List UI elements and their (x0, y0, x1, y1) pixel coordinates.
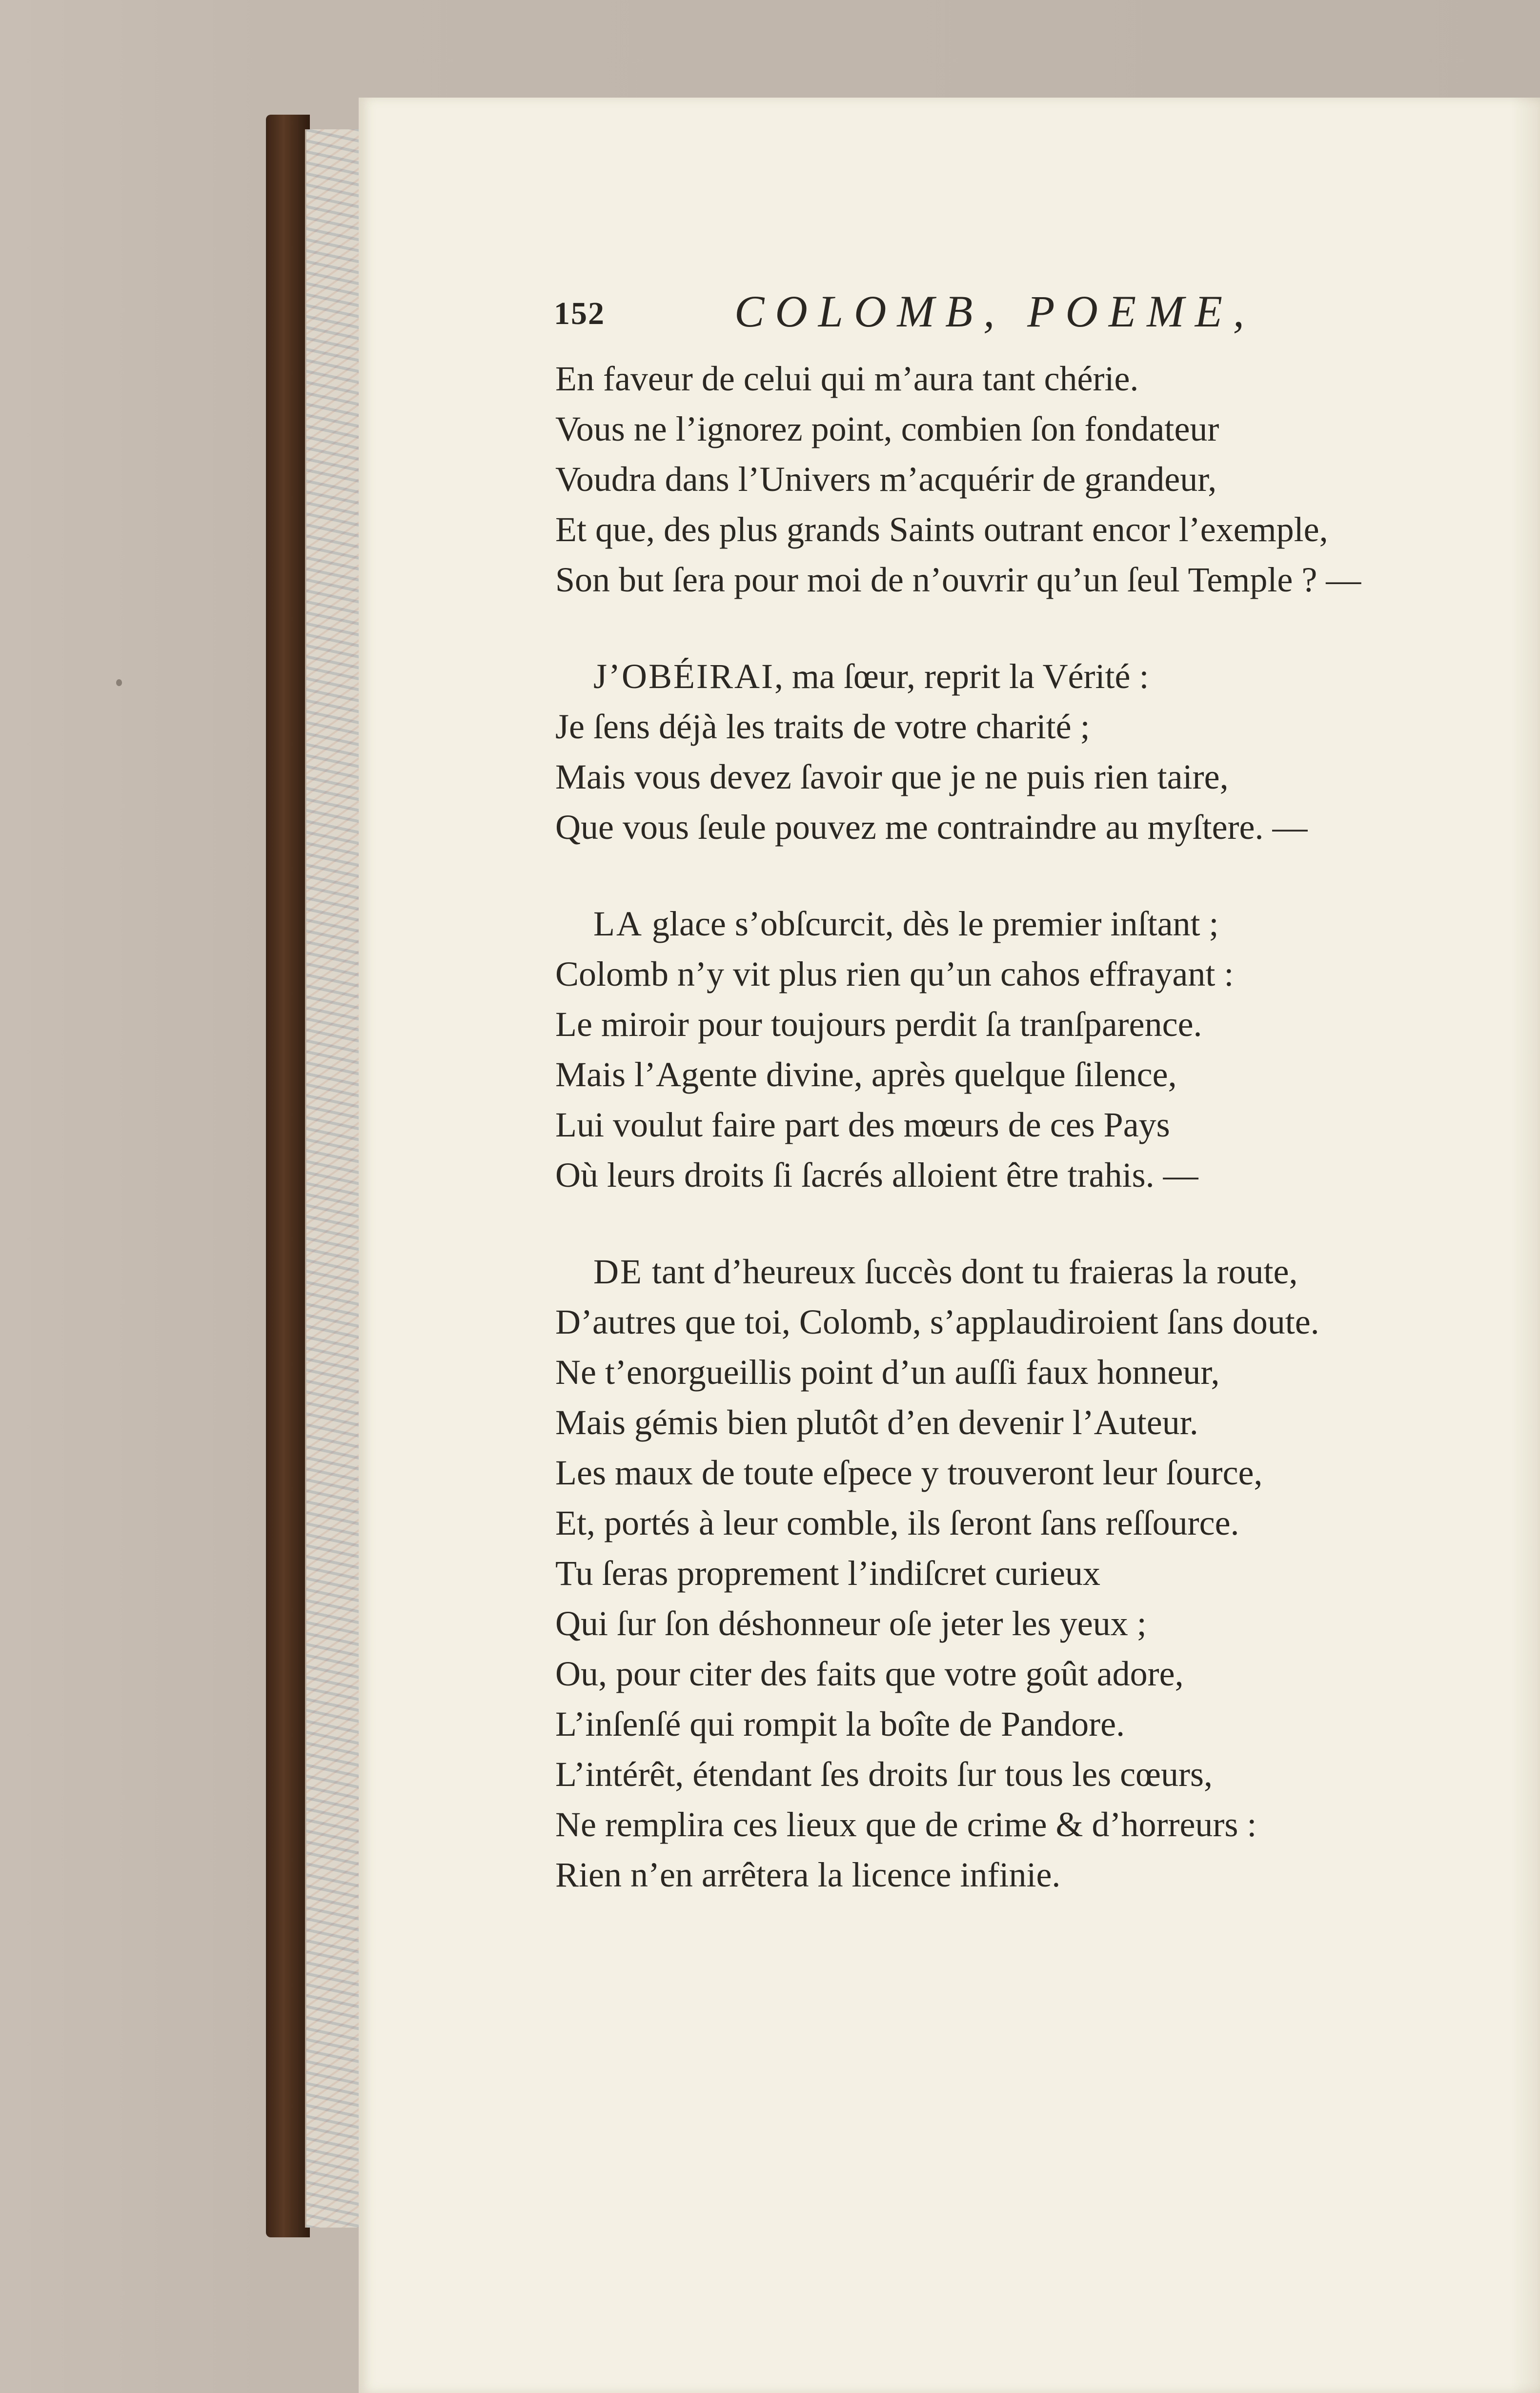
verse-line-rest: glace s’obſcurcit, dès le premier inſtant ; (643, 904, 1219, 943)
page-gutter-shadow (1511, 98, 1540, 2393)
running-title: COLOMB, POEME, (734, 286, 1255, 336)
stanza-1 (555, 354, 1453, 605)
verse-line: Et, portés à leur comble, ils ſeront ſans reſſource. (555, 1503, 1239, 1542)
page-number: 152 (554, 296, 605, 331)
verse-line: Ou, pour citer des faits que votre goût adore, (555, 1654, 1184, 1693)
verse-line: Où leurs droits ſi ſacrés alloient être trahis. — (555, 1156, 1198, 1195)
marbled-page-edges (305, 129, 360, 2228)
verse-line-rest: , ma ſœur, reprit la Vérité : (774, 657, 1149, 696)
verse-line: Voudra dans l’Univers m’acquérir de grandeur, (555, 460, 1217, 499)
verse-line: Le miroir pour toujours perdit ſa tranſparence. (555, 1005, 1202, 1044)
verse-line: Mais gémis bien plutôt d’en devenir l’Auteur. (555, 1403, 1198, 1442)
verse-line-first (555, 651, 1453, 702)
verse-line: Je ſens déjà les traits de votre charité ; (555, 707, 1090, 746)
page-header (554, 285, 1335, 339)
verse-line: Ne remplira ces lieux que de crime & d’horreurs : (555, 1805, 1257, 1844)
verse-line-first (555, 1247, 1453, 1297)
verse-line: Rien n’en arrêtera la licence infinie. (555, 1855, 1061, 1894)
stanza-lead-word: DE (593, 1252, 643, 1291)
verse-line: Les maux de toute eſpece y trouveront leur ſource, (555, 1453, 1263, 1492)
stanza-lead-word: J’OBÉIRAI (593, 657, 774, 696)
scan-speck (116, 679, 122, 686)
verse-line: L’intérêt, étendant ſes droits ſur tous les cœurs, (555, 1755, 1213, 1794)
verse-line: Qui ſur ſon déshonneur oſe jeter les yeux ; (555, 1604, 1147, 1643)
verse-line: Colomb n’y vit plus rien qu’un cahos effrayant : (555, 954, 1234, 994)
stanza-4 (555, 1247, 1453, 1900)
verse-line: Mais l’Agente divine, après quelque ſilence, (555, 1055, 1177, 1094)
verse-line: En faveur de celui qui m’aura tant chérie. (555, 359, 1139, 398)
verse-line: D’autres que toi, Colomb, s’applaudiroient ſans doute. (555, 1302, 1319, 1341)
verse-line: Lui voulut faire part des mœurs de ces Pays (555, 1105, 1170, 1144)
verse-line: Tu ſeras proprement l’indiſcret curieux (555, 1554, 1101, 1593)
verse-line: Mais vous devez ſavoir que je ne puis rien taire, (555, 757, 1229, 796)
stanza-3 (555, 899, 1453, 1200)
verse-line-first (555, 899, 1453, 949)
stanza-lead-word: LA (593, 904, 643, 943)
verse-line: Ne t’enorgueillis point d’un auſſi faux honneur, (555, 1353, 1220, 1392)
verse-line: Que vous ſeule pouvez me contraindre au myſtere. — (555, 808, 1308, 847)
verse-line: Et que, des plus grands Saints outrant encor l’exemple, (555, 510, 1328, 549)
poem-text (555, 354, 1453, 1900)
book-binding-edge (266, 115, 310, 2237)
verse-line: Son but ſera pour moi de n’ouvrir qu’un ſeul Temple ? — (555, 560, 1361, 599)
verse-line-rest: tant d’heureux ſuccès dont tu fraieras la route, (643, 1252, 1298, 1291)
stanza-2 (555, 651, 1453, 852)
verse-line: Vous ne l’ignorez point, combien ſon fondateur (555, 409, 1219, 448)
verse-line: L’inſenſé qui rompit la boîte de Pandore. (555, 1704, 1125, 1744)
